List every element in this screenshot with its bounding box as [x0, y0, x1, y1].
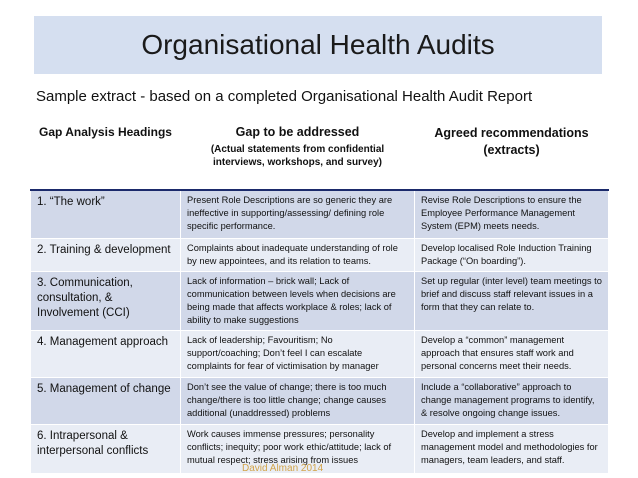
header-gap-analysis-headings: Gap Analysis Headings [31, 119, 181, 191]
row-recommendation: Set up regular (inter level) team meetings to brief and discuss staff relevant issues in a form that they can relate to. [415, 271, 609, 330]
row-gap: Lack of information – brick wall; Lack of communication between levels when decisions are being made that affects workplace & roles; lack of ability to make suggestions [181, 271, 415, 330]
row-heading: 4. Management approach [31, 330, 181, 377]
row-recommendation: Include a “collaborative” approach to change management programs to identify, & resolve ongoing change issues. [415, 377, 609, 424]
table-row [31, 238, 609, 271]
table-row [31, 271, 609, 330]
row-recommendation: Develop and implement a stress management model and methodologies for managers, team leaders, and staff. [415, 424, 609, 473]
row-gap: Don’t see the value of change; there is too much change/there is too little change; change causes additional (unaddressed) problems [181, 377, 415, 424]
slide-subtitle: Sample extract - based on a completed Organisational Health Audit Report [36, 88, 533, 105]
title-band [34, 16, 602, 74]
slide-title: Organisational Health Audits [141, 29, 495, 60]
row-recommendation: Develop localised Role Induction Training Package (“On boarding”). [415, 238, 609, 271]
gap-analysis-table [30, 118, 609, 474]
table-row [31, 330, 609, 377]
row-heading: 2. Training & development [31, 238, 181, 271]
table-row [31, 190, 609, 238]
header-gap-sub: (Actual statements from confidential interviews, workshops, and survey) [210, 144, 385, 168]
row-gap: Present Role Descriptions are so generic they are ineffective in supporting/assessing/ defining role specific performance. [181, 190, 415, 238]
row-heading: 5. Management of change [31, 377, 181, 424]
header-gap-to-be-addressed [181, 119, 415, 191]
table-header-row [31, 119, 609, 191]
row-heading: 6. Intrapersonal & interpersonal conflicts [31, 424, 181, 473]
row-recommendation: Develop a “common” management approach that ensures staff work and personal concerns meet their needs. [415, 330, 609, 377]
row-heading: 3. Communication, consultation, & Involvement (CCI) [31, 271, 181, 330]
row-gap: Lack of leadership; Favouritism; No support/coaching; Don’t feel I can escalate complaints for fear of victimisation by manager [181, 330, 415, 377]
row-gap: Work causes immense pressures; personality conflicts; inequity; poor work ethic/attitude; lack of mutual respect; stress arising from issues [181, 424, 415, 473]
header-gap-main: Gap to be addressed [235, 125, 360, 139]
table-row [31, 377, 609, 424]
row-gap: Complaints about inadequate understanding of role by new appointees, and its relation to teams. [181, 238, 415, 271]
row-recommendation: Revise Role Descriptions to ensure the Employee Performance Management System (EPM) meets needs. [415, 190, 609, 238]
row-heading: 1. “The work” [31, 190, 181, 238]
header-agreed-recommendations: Agreed recommendations (extracts) [415, 119, 609, 191]
footer-credit: David Alman 2014 [242, 463, 324, 474]
